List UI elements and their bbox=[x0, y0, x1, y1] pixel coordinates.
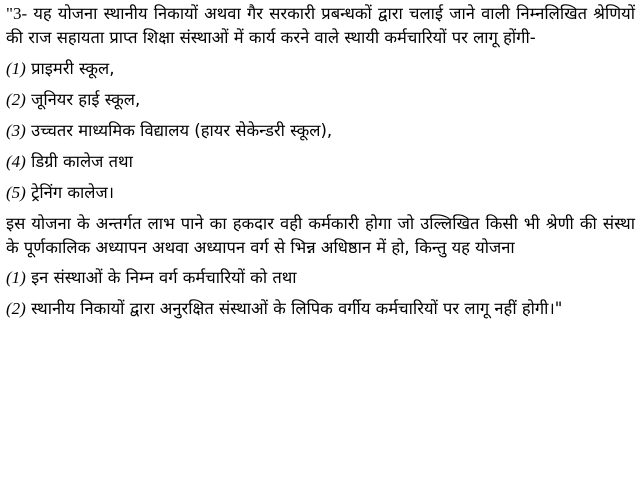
item-text: प्राइमरी स्कूल, bbox=[25, 58, 115, 78]
item-text: उच्चतर माध्यमिक विद्यालय (हायर सेकेन्डरी स्कूल), bbox=[25, 120, 333, 140]
item-number: (3) bbox=[6, 120, 26, 140]
intro-text: यह योजना स्थानीय निकायों अथवा गैर सरकारी प्रबन्धकों द्वारा चलाई जाने वाली निम्नलिखित श्रेणियों की राज सहायता प्राप्त शिक्षा संस्थाओं में कार्य करने वाले स्थायी कर्मचारियों पर लागू होंगी- bbox=[6, 4, 635, 48]
item-number: (5) bbox=[6, 183, 26, 203]
intro-paragraph bbox=[6, 2, 635, 50]
item-text: स्थानीय निकायों द्वारा अनुरक्षित संस्थाओं के लिपिक वर्गीय कर्मचारियों पर लागू नहीं होगी।" bbox=[25, 299, 563, 319]
category-item bbox=[6, 119, 635, 143]
eligibility-paragraph: इस योजना के अन्तर्गत लाभ पाने का हकदार वही कर्मकारी होगा जो उल्लिखित किसी भी श्रेणी की संस्था के पूर्णकालिक अध्यापन अथवा अध्यापन वर्ग से भिन्न अधिष्ठान में हो, किन्तु यह योजना bbox=[6, 214, 635, 257]
item-number: (1) bbox=[6, 268, 26, 288]
item-text: डिग्री कालेज तथा bbox=[25, 151, 133, 171]
category-item bbox=[6, 57, 635, 81]
category-item bbox=[6, 181, 635, 205]
item-number: (1) bbox=[6, 58, 26, 78]
category-item bbox=[6, 150, 635, 174]
exclusion-item bbox=[6, 297, 635, 321]
category-item bbox=[6, 88, 635, 112]
item-text: इन संस्थाओं के निम्न वर्ग कर्मचारियों को तथा bbox=[25, 268, 297, 288]
item-number: (2) bbox=[6, 299, 26, 319]
item-text: जूनियर हाई स्कूल, bbox=[25, 89, 141, 109]
item-number: (4) bbox=[6, 151, 26, 171]
section-number: "3- bbox=[6, 4, 28, 23]
exclusion-item bbox=[6, 266, 635, 290]
item-number: (2) bbox=[6, 89, 26, 109]
item-text: ट्रेनिंग कालेज। bbox=[25, 183, 114, 203]
